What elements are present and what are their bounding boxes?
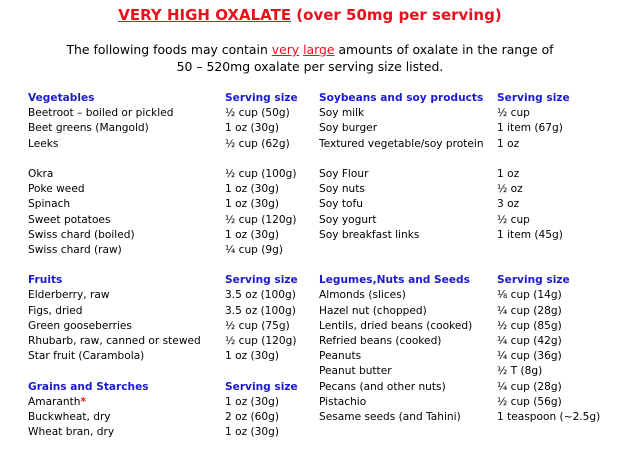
list-item: Sesame seeds (and Tahini): [319, 410, 461, 423]
list-item: Soy burger: [319, 122, 378, 135]
serving-value: 1 oz (30g): [225, 122, 279, 135]
serving-value: 3.5 oz (100g): [225, 289, 296, 302]
list-item: Soy nuts: [319, 183, 365, 196]
serving-value: 1 oz (30g): [225, 198, 279, 211]
serving-value: 1 oz (30g): [225, 395, 279, 408]
spacer: [497, 243, 617, 258]
list-item: Star fruit (Carambola): [28, 350, 145, 363]
list-item: Figs, dried: [28, 304, 83, 317]
left-serving-column: [225, 91, 315, 440]
serving-value: ½ cup (75g): [225, 319, 290, 332]
list-item: Swiss chard (raw): [28, 243, 122, 256]
serving-size-heading: Serving size: [225, 92, 298, 104]
serving-value: 1 oz (30g): [225, 183, 279, 196]
list-item: Almonds (slices): [319, 289, 406, 302]
serving-value: 3.5 oz (100g): [225, 304, 296, 317]
list-item: Swiss chard (boiled): [28, 228, 135, 241]
list-item: Soy Flour: [319, 167, 369, 180]
serving-value: ½ cup: [497, 107, 530, 120]
spacer: [319, 152, 494, 167]
spacer: [225, 258, 315, 273]
spacer: [28, 152, 218, 167]
serving-value: ¼ cup (9g): [225, 243, 283, 256]
serving-value: 1 oz: [497, 167, 520, 180]
serving-value: 1 item (45g): [497, 228, 563, 241]
left-food-column: [28, 91, 218, 440]
section-heading-legumes: Legumes,Nuts and Seeds: [319, 274, 470, 287]
serving-value: 1 oz (30g): [225, 426, 279, 439]
list-item: [28, 395, 218, 410]
serving-value: ¼ cup (42g): [497, 335, 562, 347]
serving-value: ½ cup (85g): [497, 319, 562, 332]
title-sub: (over 50mg per serving): [291, 6, 502, 24]
list-item: Green gooseberries: [28, 319, 132, 332]
serving-value: ¼ cup (36g): [497, 350, 562, 363]
serving-value: ½ T (8g): [497, 365, 543, 378]
intro-very: very: [271, 42, 300, 57]
spacer: [497, 152, 617, 167]
list-item: Poke weed: [28, 183, 85, 196]
serving-value: ½ cup: [497, 213, 530, 226]
serving-value: ¼ cup (28g): [497, 380, 562, 393]
list-item: Wheat bran, dry: [28, 426, 115, 439]
list-item: Peanuts: [319, 350, 362, 363]
list-item: Pecans (and other nuts): [319, 380, 446, 393]
serving-value: ⅛ cup (14g): [497, 289, 562, 302]
list-item: Lentils, dried beans (cooked): [319, 319, 473, 332]
intro-large: large: [303, 42, 335, 57]
list-item: Pistachio: [319, 395, 367, 408]
list-item: Sweet potatoes: [28, 213, 111, 226]
list-item: Leeks: [28, 137, 59, 150]
list-item: Textured vegetable/soy protein: [319, 137, 484, 150]
serving-size-heading: Serving size: [225, 380, 298, 393]
list-item: Peanut butter: [319, 365, 392, 378]
serving-value: 1 oz: [497, 137, 520, 150]
serving-value: 1 teaspoon (~2.5g): [497, 410, 601, 423]
list-item: Spinach: [28, 198, 71, 211]
list-item: Beetroot – boiled or pickled: [28, 107, 174, 120]
list-item: Okra: [28, 167, 54, 180]
intro-part1: The following foods may contain: [66, 42, 272, 57]
section-heading-vegetables: Vegetables: [28, 92, 95, 104]
spacer: [28, 258, 218, 273]
spacer: [319, 243, 494, 258]
serving-size-heading: Serving size: [497, 274, 570, 287]
serving-value: ¼ cup (28g): [497, 304, 562, 317]
page-title: [0, 5, 620, 25]
section-heading-soybeans: Soybeans and soy products: [319, 92, 484, 104]
list-item: Buckwheat, dry: [28, 410, 111, 423]
serving-value: 1 oz (30g): [225, 350, 279, 363]
intro-part2: amounts of oxalate in the range of: [334, 42, 554, 57]
list-item: Elderberry, raw: [28, 289, 110, 302]
list-item: Soy milk: [319, 107, 365, 120]
serving-value: ½ cup (56g): [497, 395, 562, 408]
spacer: [497, 258, 617, 273]
spacer: [319, 258, 494, 273]
serving-value: 1 oz (30g): [225, 228, 279, 241]
intro-text: [0, 41, 620, 75]
spacer: [28, 364, 218, 379]
intro-line-1: [0, 41, 620, 58]
serving-value: ½ cup (120g): [225, 213, 297, 226]
right-serving-column: [497, 91, 617, 425]
serving-value: 3 oz: [497, 198, 520, 211]
serving-value: ½ cup (120g): [225, 335, 297, 347]
intro-line-2: 50 – 520mg oxalate per serving size listed.: [176, 59, 444, 74]
list-item: Beet greens (Mangold): [28, 122, 149, 135]
spacer: [225, 364, 315, 379]
list-item: Soy breakfast links: [319, 228, 420, 241]
serving-value: 1 item (67g): [497, 122, 563, 135]
serving-value: ½ cup (100g): [225, 167, 297, 180]
serving-value: ½ cup (50g): [225, 107, 290, 120]
list-item-label: Amaranth: [28, 395, 81, 408]
list-item: Soy tofu: [319, 198, 363, 211]
serving-size-heading: Serving size: [225, 274, 298, 287]
list-item: Rhubarb, raw, canned or stewed: [28, 335, 201, 347]
serving-value: ½ cup (62g): [225, 137, 290, 150]
list-item: Refried beans (cooked): [319, 335, 442, 347]
section-heading-grains: Grains and Starches: [28, 380, 149, 393]
section-heading-fruits: Fruits: [28, 274, 63, 287]
list-item: Hazel nut (chopped): [319, 304, 427, 317]
title-main: VERY HIGH OXALATE: [118, 6, 292, 24]
serving-size-heading: Serving size: [497, 92, 570, 104]
list-item: Soy yogurt: [319, 213, 377, 226]
serving-value: 2 oz (60g): [225, 410, 279, 423]
asterisk-mark: *: [80, 395, 87, 408]
right-food-column: [319, 91, 494, 425]
serving-value: ½ oz: [497, 183, 523, 196]
spacer: [225, 152, 315, 167]
